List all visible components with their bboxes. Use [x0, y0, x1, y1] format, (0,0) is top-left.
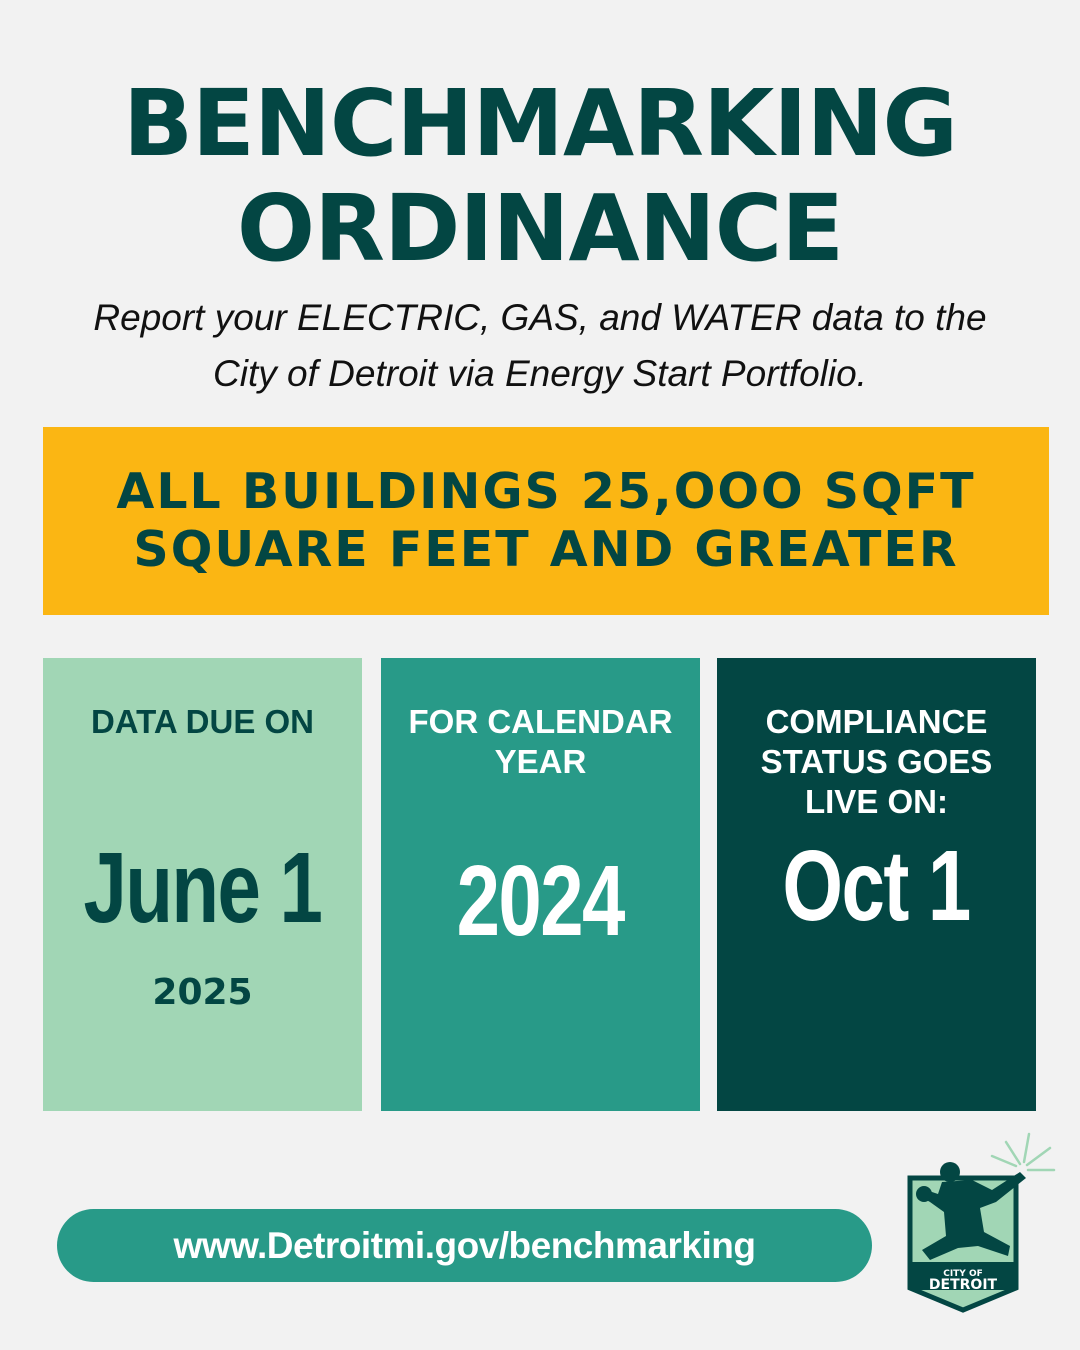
- compliance-label: [717, 702, 1036, 822]
- calendar-year-card: [381, 658, 700, 1111]
- due-date-label-line: DATA DUE ON: [90, 703, 315, 740]
- spirit-of-detroit-icon: [888, 1128, 1058, 1318]
- website-link[interactable]: www.Detroitmi.gov/benchmarking: [57, 1209, 872, 1282]
- title-line-2: ORDINANCE: [236, 175, 844, 282]
- due-date-year: 2025: [152, 972, 253, 1013]
- banner-line-1: ALL BUILDINGS 25,OOO SQFT: [116, 463, 976, 520]
- logo-text-line-2: DETROIT: [928, 1277, 998, 1293]
- subtitle-line-1: Report your ELECTRIC, GAS, and WATER data to the: [93, 297, 987, 338]
- due-date-label: [43, 702, 362, 742]
- due-date-value: [43, 832, 362, 944]
- compliance-label-line-2: STATUS GOES: [760, 743, 993, 780]
- due-date-value-text: June 1: [83, 832, 322, 944]
- compliance-label-line-1: COMPLIANCE: [765, 703, 988, 740]
- logo-text-line-1: CITY OF: [943, 1269, 983, 1279]
- subtitle: [40, 290, 1040, 402]
- calendar-year-label-line-2: YEAR: [494, 743, 587, 780]
- calendar-year-label-line-1: FOR CALENDAR: [408, 703, 673, 740]
- calendar-year-value: [381, 845, 700, 957]
- title-line-1: BENCHMARKING: [122, 70, 958, 177]
- compliance-label-line-3: LIVE ON:: [804, 783, 948, 820]
- due-date-card: [43, 658, 362, 1111]
- compliance-card: [717, 658, 1036, 1111]
- calendar-year-label: [381, 702, 700, 782]
- eligibility-banner: [43, 427, 1049, 615]
- compliance-value: [717, 830, 1036, 942]
- calendar-year-value-text: 2024: [456, 845, 625, 957]
- banner-line-2: SQUARE FEET AND GREATER: [133, 521, 959, 578]
- compliance-value-text: Oct 1: [782, 830, 971, 942]
- city-of-detroit-logo: [888, 1128, 1058, 1318]
- subtitle-line-2: City of Detroit via Energy Start Portfolio.: [213, 353, 867, 394]
